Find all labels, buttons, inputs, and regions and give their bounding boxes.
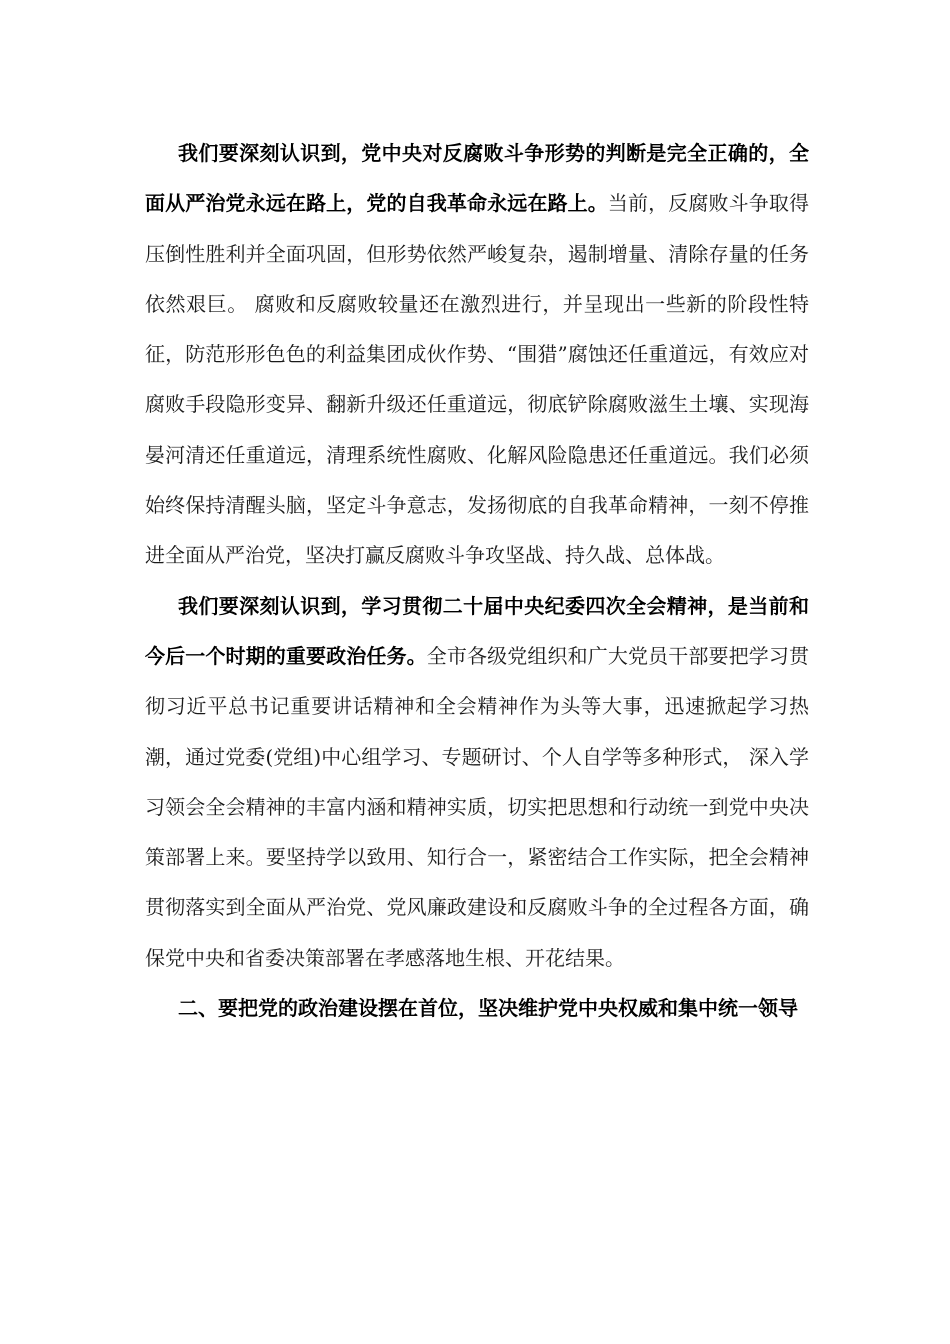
paragraph-2-text: 全市各级党组织和广大党员干部要把学习贯彻习近平总书记重要讲话精神和全会精神作为头等大事，迅速掀起学习热潮，通过党委(党组)中心组学习、专题研讨、个人自学等多种形式， 深入学习领会全会精神的丰富内涵和精神实质，切实把思想和行动统一到党中央决策部署上来。要坚持学以致用、知行合一，紧密结合工作实际，把全会精神贯彻落实到全面从严治党、党风廉政建设和反腐败斗争的全过程各方面，确保党中央和省委决策部署在孝感落地生根、开花结果。	[145, 643, 809, 970]
paragraph-1-text: 当前，反腐败斗争取得压倒性胜利并全面巩固，但形势依然严峻复杂，遏制增量、清除存量的任务依然艰巨。 腐败和反腐败较量还在激烈进行，并呈现出一些新的阶段性特征，防范形形色色的利益集团成伙作势、“围猎”腐蚀还任重道远，有效应对腐败手段隐形变异、翻新升级还任重道远，彻底铲除腐败滋生土壤、实现海晏河清还任重道远，清理系统性腐败、化解风险隐患还任重道远。我们必须始终保持清醒头脑，坚定斗争意志，发扬彻底的自我革命精神，一刻不停推进全面从严治党，坚决打赢反腐败斗争攻坚战、持久战、总体战。	[145, 191, 809, 568]
document-body	[145, 128, 809, 1033]
paragraph-2-bold-lead: 我们要深刻认识到，学习贯彻二十届中央纪委四次全会精神，是当前和今后一个时期的重要政治任务。	[145, 593, 809, 668]
paragraph-1	[145, 128, 809, 581]
paragraph-1-bold-lead: 我们要深刻认识到，党中央对反腐败斗争形势的判断是完全正确的，全面从严治党永远在路上，党的自我革命永远在路上。	[145, 141, 809, 216]
paragraph-2	[145, 581, 809, 983]
section-heading: 二、要把党的政治建设摆在首位，坚决维护党中央权威和集中统一领导	[178, 996, 798, 1021]
